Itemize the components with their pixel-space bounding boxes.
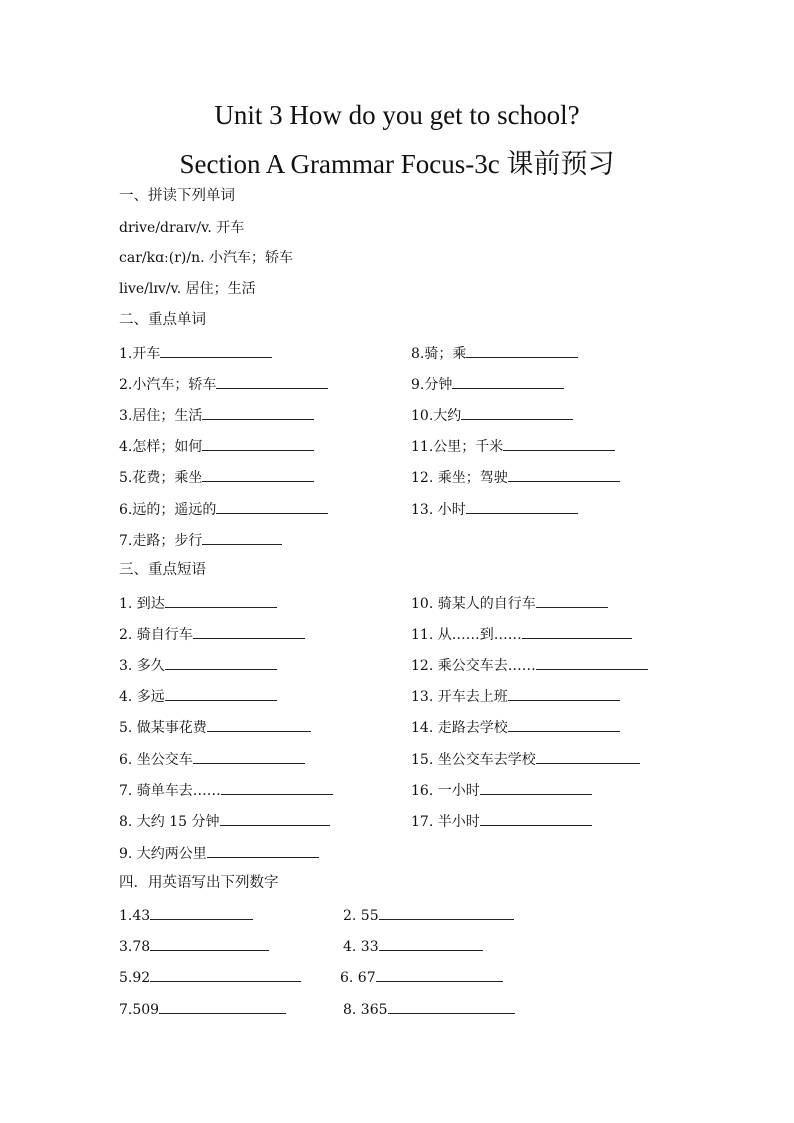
answer-blank[interactable]	[216, 499, 328, 514]
section1-heading: 一、拼读下列单词	[119, 188, 235, 204]
answer-blank[interactable]	[221, 780, 333, 795]
number-item: 7.509	[119, 999, 286, 1019]
phrase-item: 9. 大约两公里	[119, 843, 319, 863]
phrase-item: 13. 开车去上班	[411, 686, 620, 706]
answer-blank[interactable]	[207, 717, 311, 732]
number-item: 5.92	[119, 967, 301, 987]
answer-blank[interactable]	[508, 467, 620, 482]
phrase-item: 10. 骑某人的自行车	[411, 593, 608, 613]
answer-blank[interactable]	[536, 655, 648, 670]
phrase-item: 14. 走路去学校	[411, 717, 620, 737]
answer-blank[interactable]	[452, 374, 564, 389]
answer-blank[interactable]	[165, 686, 277, 701]
phrase-item: 8. 大约 15 分钟	[119, 811, 330, 831]
answer-blank[interactable]	[202, 405, 314, 420]
answer-blank[interactable]	[508, 717, 620, 732]
vocab-item: 12. 乘坐；驾驶	[411, 467, 620, 487]
answer-blank[interactable]	[461, 405, 573, 420]
section-title: Section A Grammar Focus-3c 课前预习	[179, 149, 615, 179]
vocab-item: 8.骑；乘	[411, 343, 578, 363]
answer-blank[interactable]	[466, 343, 578, 358]
number-item: 6. 67	[340, 967, 503, 987]
answer-blank[interactable]	[160, 343, 272, 358]
vocab-item: 9.分钟	[411, 374, 564, 394]
phrase-item: 5. 做某事花费	[119, 717, 311, 737]
phrase-item: 1. 到达	[119, 593, 277, 613]
vocab-item: 13. 小时	[411, 499, 578, 519]
answer-blank[interactable]	[150, 967, 301, 982]
answer-blank[interactable]	[216, 374, 328, 389]
answer-blank[interactable]	[388, 999, 515, 1014]
phrase-item: 3. 多久	[119, 655, 277, 675]
answer-blank[interactable]	[379, 936, 483, 951]
answer-blank[interactable]	[165, 655, 277, 670]
vocab-item: 10.大约	[411, 405, 573, 425]
number-item: 1.43	[119, 905, 253, 925]
number-item: 3.78	[119, 936, 269, 956]
vocab-item: 4.怎样；如何	[119, 436, 314, 456]
section2-heading: 二、重点单词	[119, 312, 206, 328]
answer-blank[interactable]	[159, 999, 286, 1014]
phrase-item: 4. 多远	[119, 686, 277, 706]
answer-blank[interactable]	[193, 624, 305, 639]
answer-blank[interactable]	[480, 780, 592, 795]
vocab-item: 1.开车	[119, 343, 272, 363]
phrase-item: 17. 半小时	[411, 811, 592, 831]
number-item: 8. 365	[343, 999, 515, 1019]
answer-blank[interactable]	[522, 624, 632, 639]
word-live: live/lɪv/v. 居住；生活	[119, 281, 256, 297]
answer-blank[interactable]	[150, 936, 269, 951]
vocab-item: 5.花费；乘坐	[119, 467, 314, 487]
word-car: car/kɑː(r)/n. 小汽车；轿车	[119, 250, 294, 266]
number-item: 2. 55	[343, 905, 514, 925]
answer-blank[interactable]	[220, 811, 330, 826]
answer-blank[interactable]	[536, 593, 608, 608]
vocab-item: 7.走路；步行	[119, 530, 282, 550]
answer-blank[interactable]	[536, 749, 640, 764]
word-drive: drive/draɪv/v. 开车	[119, 220, 245, 236]
phrase-item: 7. 骑单车去……	[119, 780, 333, 800]
phrase-item: 6. 坐公交车	[119, 749, 305, 769]
phrase-item: 16. 一小时	[411, 780, 592, 800]
number-item: 4. 33	[343, 936, 483, 956]
vocab-item: 3.居住；生活	[119, 405, 314, 425]
phrase-item: 12. 乘公交车去……	[411, 655, 648, 675]
section3-heading: 三、重点短语	[119, 562, 206, 578]
phrase-item: 11. 从……到……	[411, 624, 632, 644]
answer-blank[interactable]	[202, 530, 282, 545]
vocab-item: 6.远的；遥远的	[119, 499, 328, 519]
answer-blank[interactable]	[150, 905, 253, 920]
answer-blank[interactable]	[202, 467, 314, 482]
answer-blank[interactable]	[193, 749, 305, 764]
answer-blank[interactable]	[503, 436, 615, 451]
section4-heading: 四．用英语写出下列数字	[119, 875, 279, 891]
answer-blank[interactable]	[508, 686, 620, 701]
answer-blank[interactable]	[480, 811, 592, 826]
answer-blank[interactable]	[202, 436, 314, 451]
answer-blank[interactable]	[376, 967, 503, 982]
unit-title: Unit 3 How do you get to school?	[214, 100, 580, 130]
phrase-item: 2. 骑自行车	[119, 624, 305, 644]
phrase-item: 15. 坐公交车去学校	[411, 749, 640, 769]
vocab-item: 2.小汽车；轿车	[119, 374, 328, 394]
answer-blank[interactable]	[379, 905, 514, 920]
answer-blank[interactable]	[207, 843, 319, 858]
vocab-item: 11.公里；千米	[411, 436, 615, 456]
answer-blank[interactable]	[466, 499, 578, 514]
answer-blank[interactable]	[165, 593, 277, 608]
